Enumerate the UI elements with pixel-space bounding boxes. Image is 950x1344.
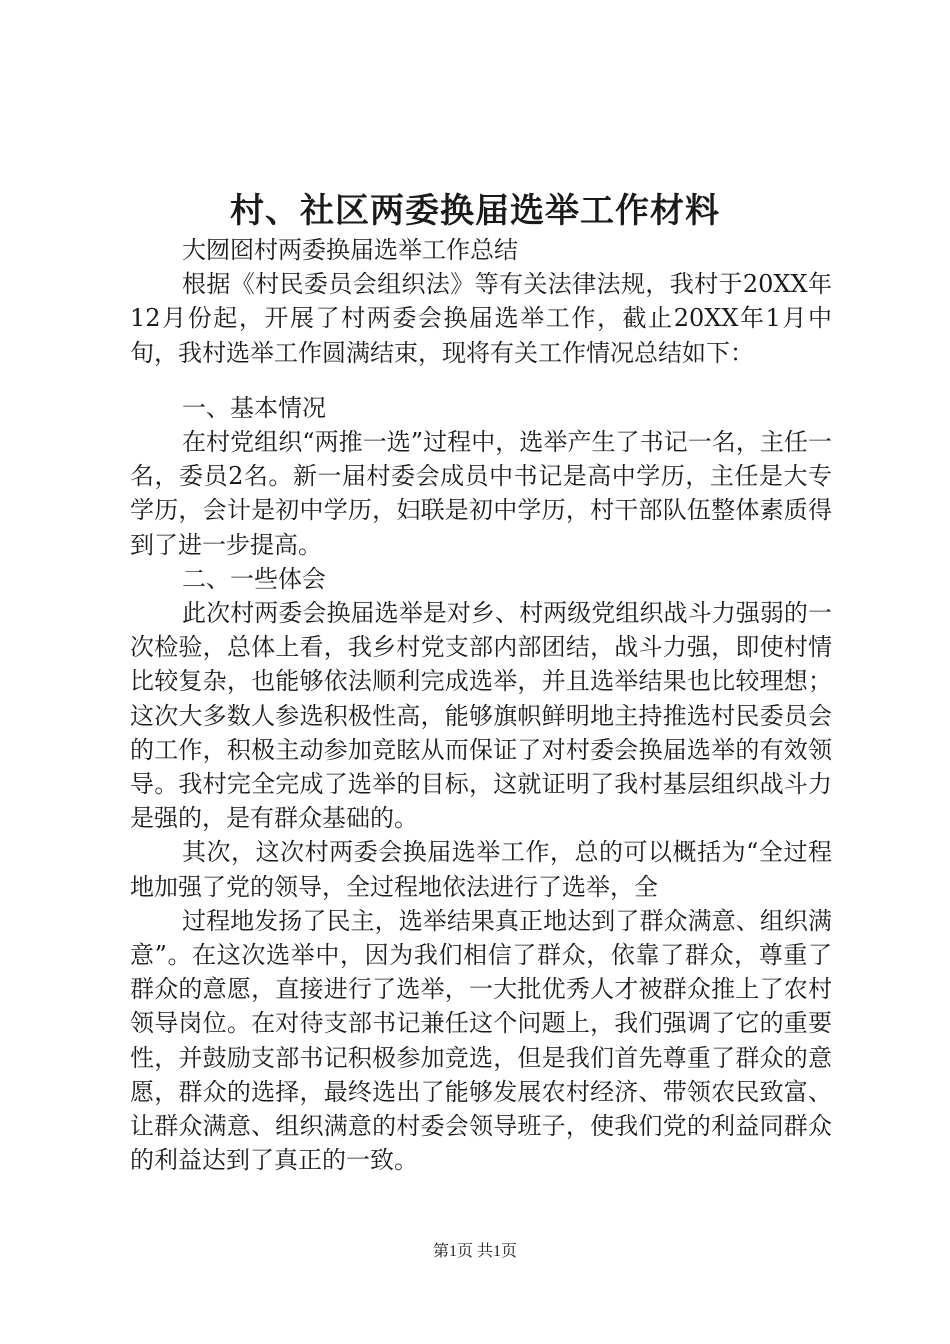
subtitle-paragraph: 大囫囵村两委换届选举工作总结: [182, 236, 518, 264]
section-heading-experience: 二、一些体会: [182, 564, 326, 593]
page-title: 村、社区两委换届选举工作材料: [230, 191, 720, 231]
basic-situation-paragraph: 在村党组织“两推一选”过程中，选举产生了书记一名，主任一名，委员2名。新一届村委会成员中书记是高中学历，主任是大专学历，会计是初中学历，妇联是初中学历，村干部队伍整体素质得到了进一步提高。: [130, 428, 832, 559]
paragraph-spacer: [130, 370, 832, 391]
page-footer: 第1页 共1页: [432, 1243, 517, 1260]
second-point-paragraph: 其次，这次村两委会换届选举工作，总的可以概括为“全过程地加强了党的领导，全过程地依法进行了选举，全: [130, 838, 832, 901]
intro-paragraph: 根据《村民委员会组织法》等有关法律法规，我村于20XX年12月份起，开展了村两委会换届选举工作，截止20XX年1月中旬，我村选举工作圆满结束，现将有关工作情况总结如下：: [130, 270, 832, 367]
document-body: [130, 233, 832, 1177]
experience-paragraph: 此次村两委会换届选举是对乡、村两级党组织战斗力强弱的一次检验，总体上看，我乡村党支部内部团结，战斗力强，即使村情比较复杂，也能够依法顺利完成选举，并且选举结果也比较理想；这次大多数人参选积极性高，能够旗帜鲜明地主持推选村民委员会的工作，积极主动参加竞眩从而保证了对村委会换届选举的有效领导。我村完全完成了选举的目标，这就证明了我村基层组织战斗力是强的，是有群众基础的。: [130, 599, 832, 833]
second-point-continuation: 过程地发扬了民主，选举结果真正地达到了群众满意、组织满意”。在这次选举中，因为我们相信了群众，依靠了群众，尊重了群众的意愿，直接进行了选举，一大批优秀人才被群众推上了农村领导岗位。在对待支部书记兼任这个问题上，我们强调了它的重要性，并鼓励支部书记积极参加竞选，但是我们首先尊重了群众的意愿，群众的选择，最终选出了能够发展农村经济、带领农民致富、让群众满意、组织满意的村委会领导班子，使我们党的利益同群众的利益达到了真正的一致。: [130, 906, 832, 1175]
section-heading-basic: 一、基本情况: [182, 393, 326, 422]
